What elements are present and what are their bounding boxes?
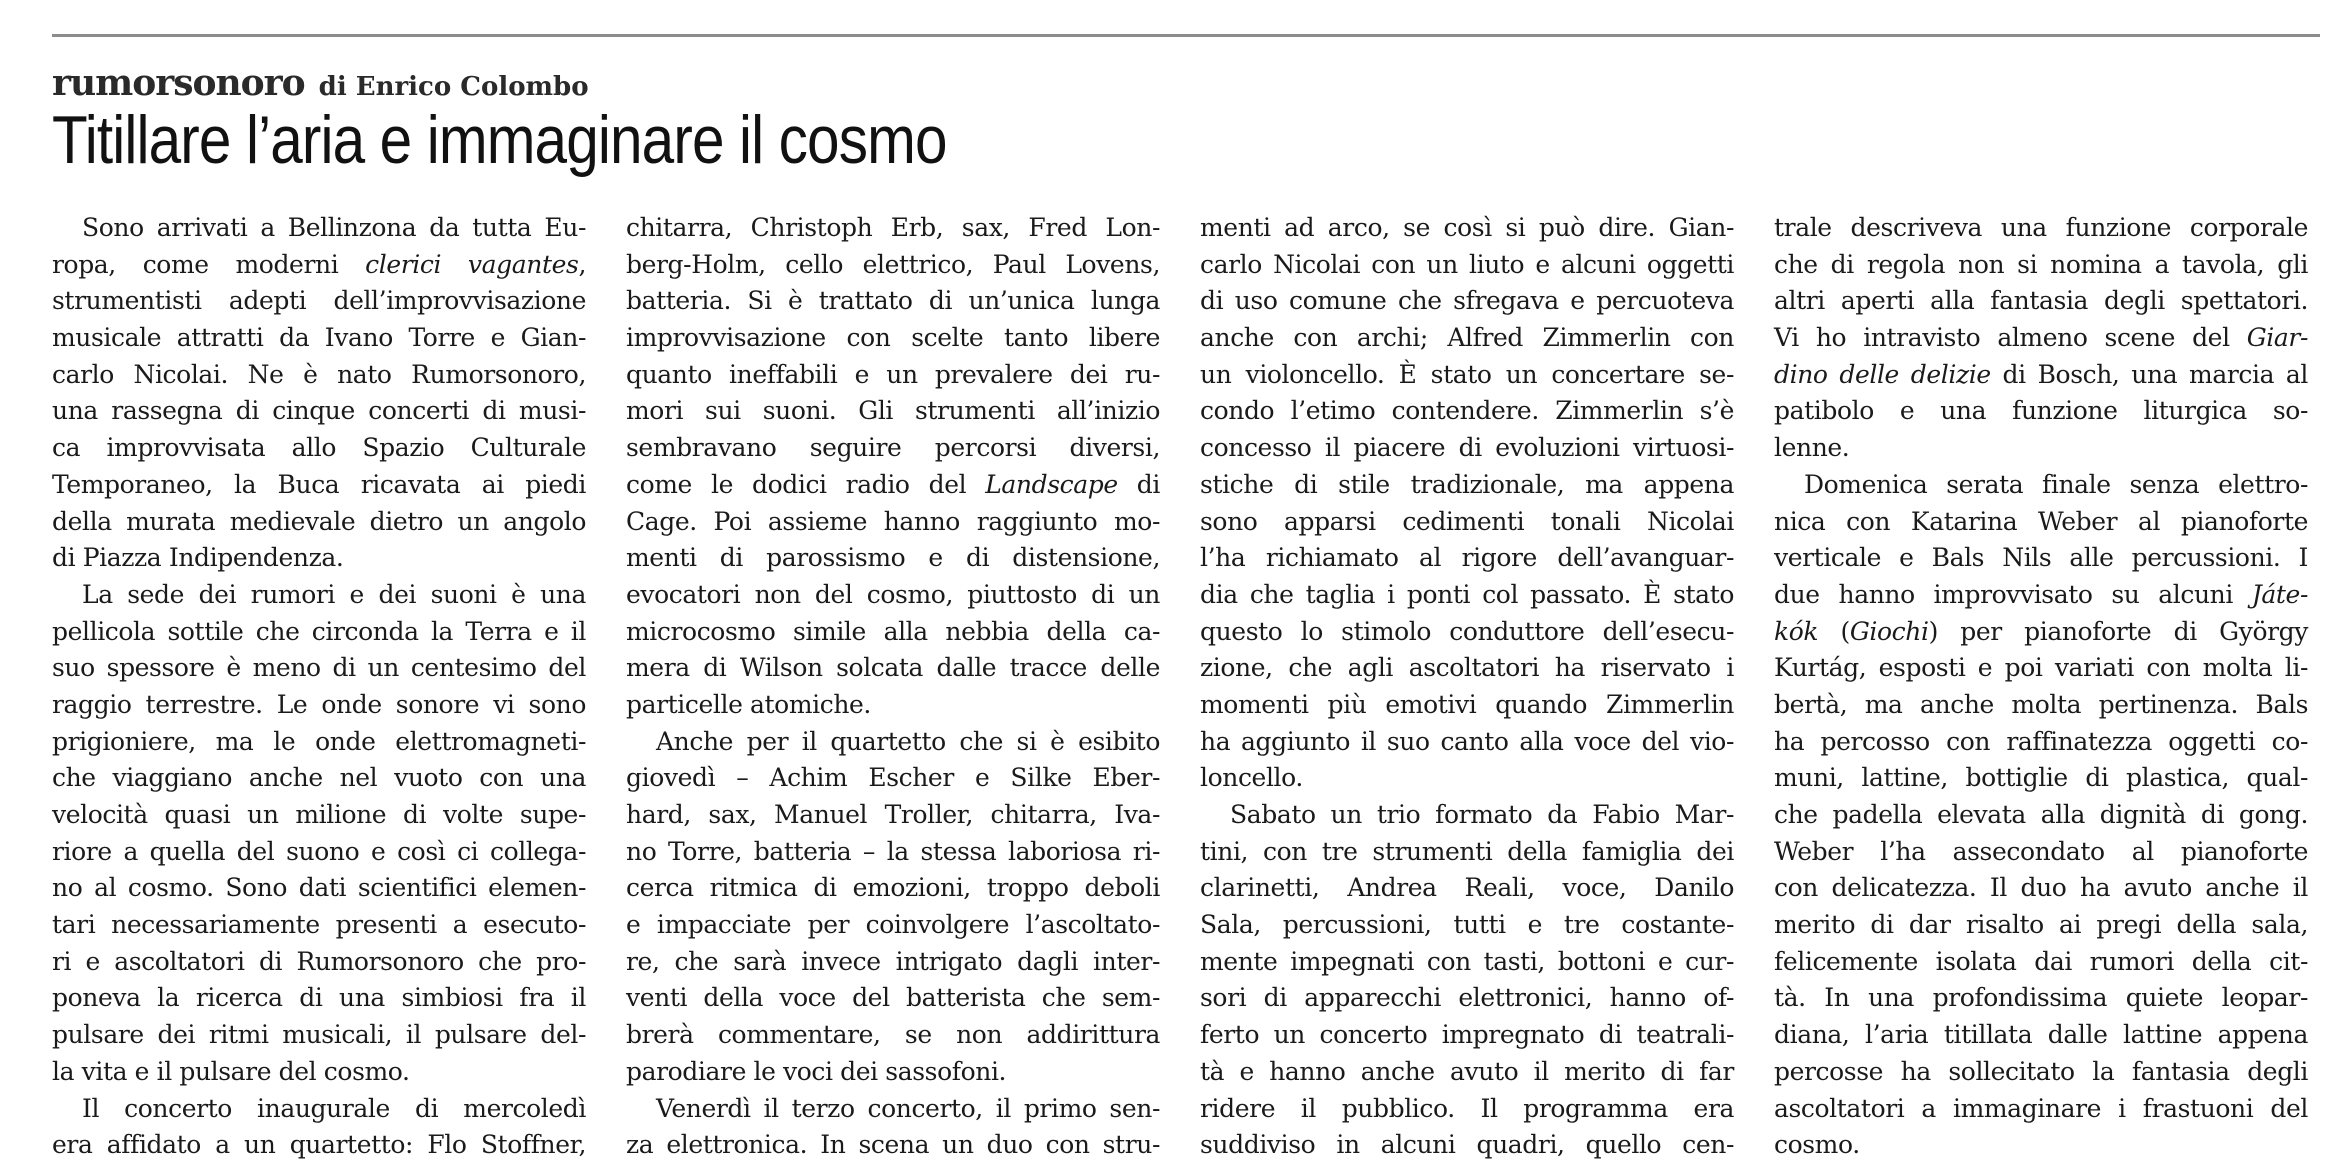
text-line: carlo Nicolai. Ne è nato Rumorsonoro, [52,359,586,389]
text-line: l’ha richiamato al rigore dell’avanguar- [1200,543,1734,573]
top-rule [52,34,2320,37]
text-line: lenne. [1774,433,1850,463]
text-line: musicale attratti da Ivano Torre e Gian- [52,323,586,353]
text-line: e impacciate per coinvolgere l’ascoltato- [626,910,1160,940]
byline: di Enrico Colombo [318,72,589,102]
text-line: ha aggiunto il suo canto alla voce del vio- [1200,726,1734,756]
text-line: percosse ha sollecitato la fantasia degli [1774,1056,2308,1086]
text-line: poneva la ricerca di una simbiosi fra il [52,983,586,1013]
text-line: Sala, percussioni, tutti e tre costante- [1200,910,1734,940]
text-line: tari necessariamente presenti a esecuto- [52,910,586,940]
text-line: Sabato un trio formato da Fabio Mar- [1230,800,1734,829]
text-line: ferto un concerto impregnato di teatrali- [1200,1020,1734,1050]
text-line: Cage. Poi assieme hanno raggiunto mo- [626,506,1160,536]
text-line: ha percosso con raffinatezza oggetti co- [1774,726,2308,756]
text-line: carlo Nicolai con un liuto e alcuni oggetti [1200,249,1734,279]
text-line: riore a quella del suono e così ci collega- [52,836,586,866]
text-line: giovedì – Achim Escher e Silke Eber- [626,763,1160,793]
text-line: pellicola sottile che circonda la Terra e il [52,616,586,646]
text-line: verticale e Bals Nils alle percussioni. I [1774,543,2308,573]
text-line: mera di Wilson solcata dalle tracce delle [626,653,1160,683]
text-line: chitarra, Christoph Erb, sax, Fred Lon- [626,213,1160,242]
text-line: concesso il piacere di evoluzioni virtuosi- [1200,433,1734,463]
text-line: mente impegnati con tasti, bottoni e cur- [1200,946,1734,976]
text-line: no Torre, batteria – la stessa laboriosa ri- [626,836,1160,866]
text-line: merito di dar risalto ai pregi della sala, [1774,910,2308,940]
text-line: microcosmo simile alla nebbia della ca- [626,616,1160,646]
text-line: una rassegna di cinque concerti di musi- [52,396,586,426]
text-line: nica con Katarina Weber al pianoforte [1774,506,2308,536]
text-line: Kurtág, esposti e poi variati con molta li- [1774,653,2308,683]
text-line: pulsare dei ritmi musicali, il pulsare del- [52,1020,586,1050]
text-line: dino delle delizie di Bosch, una marcia al [1774,359,2309,389]
text-line: muni, lattine, bottiglie di plastica, qual- [1774,763,2308,793]
text-line: strumentisti adepti dell’improvvisazione [52,286,586,316]
text-line: sembravano seguire percorsi diversi, [626,433,1160,463]
text-line: brerà commentare, se non addirittura [626,1020,1160,1050]
text-line: Sono arrivati a Bellinzona da tutta Eu- [82,213,586,242]
text-line: zione, che agli ascoltatori ha riservato i [1200,653,1734,683]
text-line: dia che taglia i ponti col passato. È stato [1200,579,1734,609]
text-line: berg-Holm, cello elettrico, Paul Lovens, [626,249,1160,279]
text-line: due hanno improvvisato su alcuni Játe- [1774,579,2308,609]
text-line: ridere il pubblico. Il programma era [1200,1093,1734,1123]
text-line: felicemente isolata dai rumori della cit- [1774,946,2308,976]
text-line: za elettronica. In scena un duo con stru- [626,1130,1160,1160]
text-line: era affidato a un quartetto: Flo Stoffner, [52,1130,586,1160]
text-line: sono apparsi cedimenti tonali Nicolai [1200,506,1734,536]
text-line: re, che sarà invece intrigato dagli inter- [626,946,1160,976]
text-line: Il concerto inaugurale di mercoledì [82,1093,586,1123]
text-line: raggio terrestre. Le onde sonore vi sono [52,689,586,719]
rubric-header [52,62,589,102]
article-column-3 [1200,210,1734,1164]
text-line: suddiviso in alcuni quadri, quello cen- [1200,1130,1734,1160]
text-line: menti di parossismo e di distensione, [626,543,1160,573]
text-line: ropa, come moderni clerici vagantes, [52,249,586,279]
text-line: diana, l’aria titillata dalle lattine appena [1774,1020,2308,1050]
text-line: patibolo e una funzione liturgica so- [1774,396,2308,426]
text-line: improvvisazione con scelte tanto libere [626,323,1160,353]
text-line: tini, con tre strumenti della famiglia dei [1200,836,1734,866]
article-column-1 [52,210,586,1164]
text-line: particelle atomiche. [626,689,871,719]
text-line: prigioniere, ma le onde elettromagneti- [52,726,586,756]
text-line: della murata medievale dietro un angolo [52,506,586,536]
article-column-2 [626,210,1160,1164]
article-column-4 [1774,210,2308,1164]
text-line: stiche di stile tradizionale, ma appena [1200,469,1734,499]
text-line: no al cosmo. Sono dati scientifici elemen- [52,873,586,903]
text-line: con delicatezza. Il duo ha avuto anche il [1774,873,2308,903]
text-line: anche con archi; Alfred Zimmerlin con [1200,323,1734,353]
text-line: cerca ritmica di emozioni, troppo deboli [626,873,1160,903]
text-line: bertà, ma anche molta pertinenza. Bals [1774,689,2308,719]
text-line: altri aperti alla fantasia degli spettatori. [1774,286,2308,316]
text-line: di Piazza Indipendenza. [52,543,344,573]
text-line: la vita e il pulsare del cosmo. [52,1056,410,1086]
text-line: La sede dei rumori e dei suoni è una [82,579,586,609]
text-line: questo lo stimolo conduttore dell’esecu- [1200,616,1734,646]
text-line: parodiare le voci dei sassofoni. [626,1056,1007,1086]
text-line: che padella elevata alla dignità di gong. [1774,800,2308,829]
text-line: menti ad arco, se così si può dire. Gian- [1200,213,1734,242]
text-line: evocatori non del cosmo, piuttosto di un [626,579,1160,609]
text-line: kók (Giochi) per pianoforte di György [1774,616,2309,646]
text-line: tà. In una profondissima quiete leopar- [1774,983,2308,1013]
text-line: quanto ineffabili e un prevalere dei ru- [626,359,1160,389]
text-line: cosmo. [1774,1130,1860,1160]
text-line: ri e ascoltatori di Rumorsonoro che pro- [52,946,586,976]
text-line: mori sui suoni. Gli strumenti all’inizio [626,396,1160,426]
text-line: che di regola non si nomina a tavola, gli [1774,249,2308,279]
text-line: Vi ho intravisto almeno scene del Giar- [1774,323,2308,353]
headline: Titillare l’aria e immaginare il cosmo [52,102,947,178]
text-line: trale descriveva una funzione corporale [1774,213,2308,242]
text-line: condo l’etimo contendere. Zimmerlin s’è [1200,396,1734,426]
text-line: Temporaneo, la Buca ricavata ai piedi [52,469,586,499]
text-line: Venerdì il terzo concerto, il primo sen- [656,1093,1160,1123]
text-line: come le dodici radio del Landscape di [626,469,1160,499]
text-line: momenti più emotivi quando Zimmerlin [1200,689,1734,719]
text-line: venti della voce del batterista che sem- [626,983,1160,1013]
text-line: sori di apparecchi elettronici, hanno of- [1200,983,1734,1013]
text-line: hard, sax, Manuel Troller, chitarra, Iva- [626,800,1160,829]
text-line: Anche per il quartetto che si è esibito [656,726,1160,756]
text-line: batteria. Si è trattato di un’unica lunga [626,286,1160,316]
text-line: clarinetti, Andrea Reali, voce, Danilo [1200,873,1734,903]
text-line: di uso comune che sfregava e percuoteva [1200,286,1734,316]
text-line: suo spessore è meno di un centesimo del [52,653,586,683]
text-line: un violoncello. È stato un concertare se- [1200,359,1734,389]
text-line: velocità quasi un milione di volte supe- [52,800,586,829]
text-line: che viaggiano anche nel vuoto con una [52,763,586,793]
text-line: ca improvvisata allo Spazio Culturale [52,433,586,463]
text-line: Weber l’ha assecondato al pianoforte [1774,836,2308,866]
text-line: tà e hanno anche avuto il merito di far [1200,1056,1734,1086]
text-line: ascoltatori a immaginare i frastuoni del [1774,1093,2308,1123]
rubric-title: rumorsonoro [52,62,305,104]
text-line: Domenica serata finale senza elettro- [1804,469,2308,499]
text-line: loncello. [1200,763,1303,793]
